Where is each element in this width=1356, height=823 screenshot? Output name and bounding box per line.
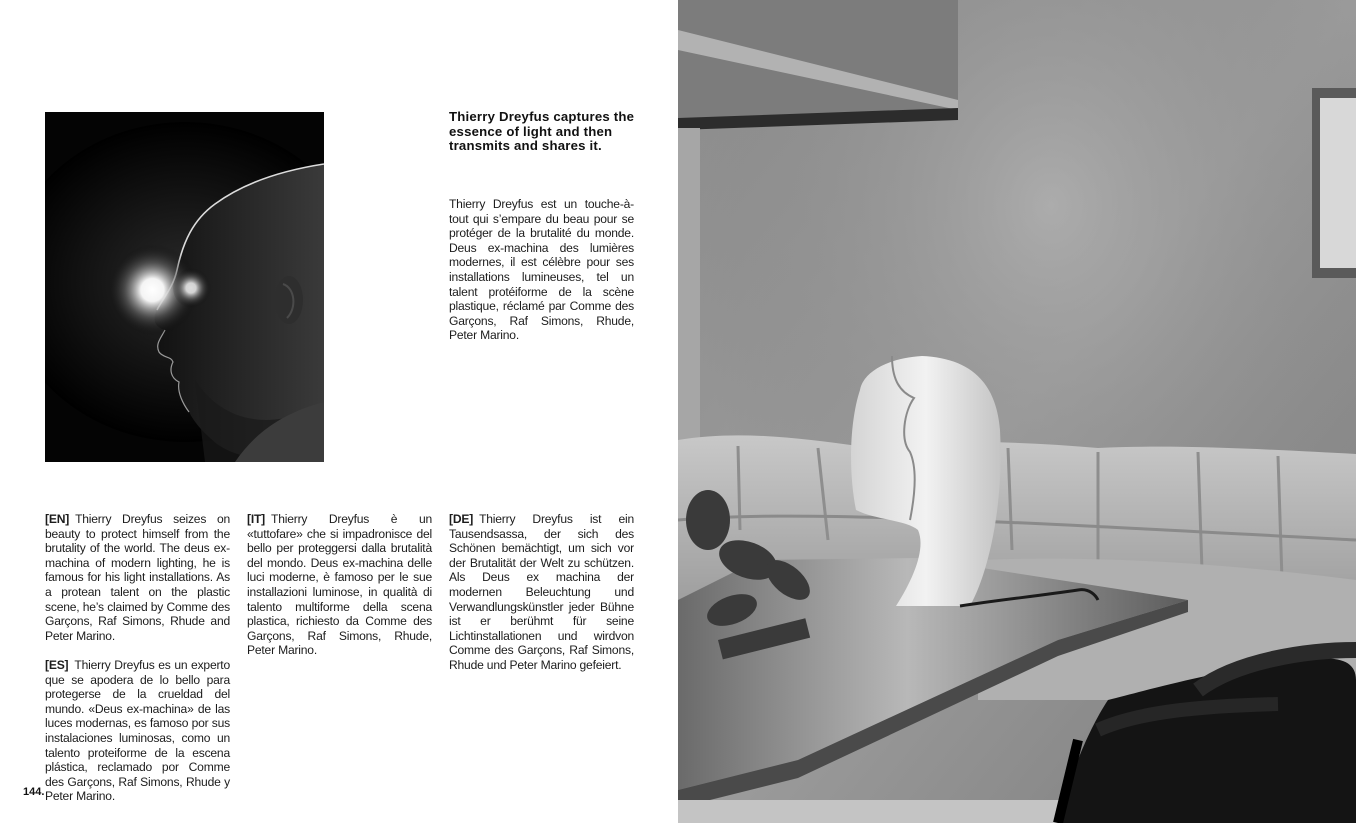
text-column-3 <box>449 512 634 687</box>
lang-tag-de: [DE] <box>449 512 474 526</box>
portrait-illustration <box>45 112 324 462</box>
paragraph-es <box>45 658 230 804</box>
text-it: Thierry Dreyfus è un «tuttofare» che si impadronisce del bello per proteggersi dalla brutalità del mondo. Deus ex-machina delle luci moderne, è famoso per le sue installazioni luminose, in qualità di talento multiforme della scena plastica, richiesto da Comme des Garçons, Raf Simons, Rhude, Peter Marino. <box>247 512 432 658</box>
text-column-2 <box>247 512 432 673</box>
lang-tag-it: [IT] <box>247 512 266 526</box>
text-de: Thierry Dreyfus ist ein Tausendsassa, der sich des Schönen bemächtigt, um sich vor der Brutalität der Welt zu schützen. Als Deus ex machina der modernen Beleuchtung und Verwandlungskünstler jeder Bühne ist er berühmt für seine Lichtinstallationen und wirdvon Comme des Garçons, Raf Simons, Rhude und Peter Marino gefeiert. <box>449 512 634 672</box>
lang-tag-en: [EN] <box>45 512 70 526</box>
interior-lamp-photo <box>678 0 1356 823</box>
text-en: Thierry Dreyfus seizes on beauty to protect himself from the brutality of the world. The deus ex-machina of modern lighting, he is famous for his light installations. As a protean talent on the plastic scene, he’s claimed by Comme des Garçons, Raf Simons, Rhude and Peter Marino. <box>45 512 230 643</box>
text-es: Thierry Dreyfus es un experto que se apodera de lo bello para protegerse de la crueldad del mundo. «Deus ex-machina» de las luces modernas, es famoso por sus instalaciones luminosas, como un talento proteiforme de la escena plástica, reclamado por Comme des Garçons, Raf Simons, Rhude y Peter Marino. <box>45 657 230 804</box>
text-column-1 <box>45 512 230 818</box>
paragraph-de <box>449 512 634 673</box>
portrait-photo <box>45 112 324 462</box>
page-number: 144. <box>23 786 45 798</box>
lang-tag-es: [ES] <box>45 657 69 672</box>
right-page-photo <box>678 0 1356 823</box>
intro-french: Thierry Dreyfus est un touche-à-tout qui s’empare du beau pour se protéger de la brutalité du monde. Deus ex-machina des lumières modernes, il est célèbre pour ses installations lumineuses, tel un talent protéiforme de la scène plastique, réclamé par Comme des Garçons, Raf Simons, Rhude, Peter Marino. <box>449 197 634 343</box>
paragraph-en <box>45 512 230 643</box>
paragraph-it <box>247 512 432 658</box>
article-heading: Thierry Dreyfus captures the essence of light and then transmits and shares it. <box>449 109 635 154</box>
